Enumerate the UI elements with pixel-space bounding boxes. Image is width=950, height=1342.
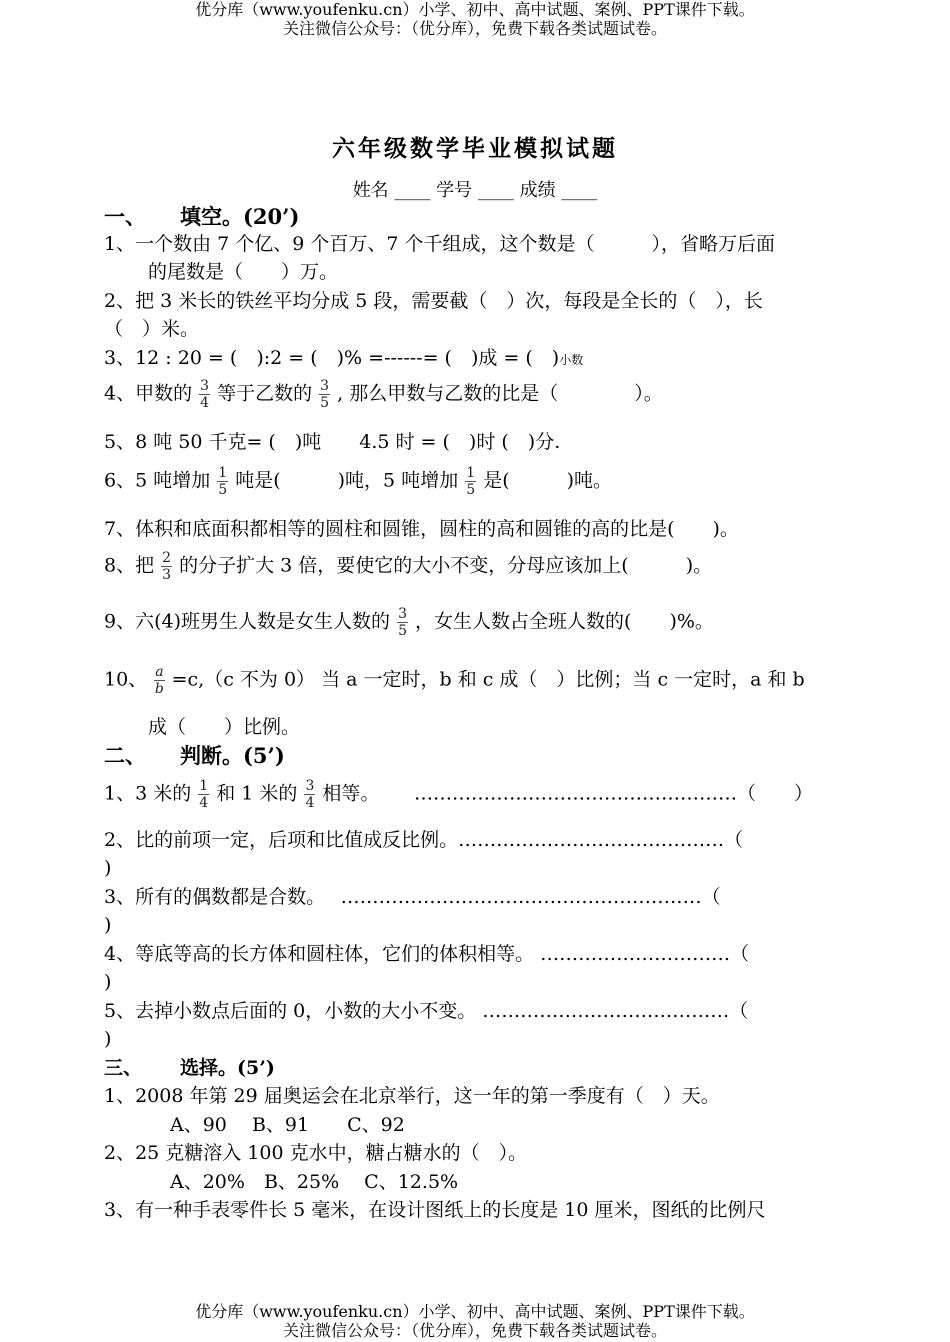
fraction-denominator: 4	[199, 795, 209, 811]
c3-line: 3、有一种手表零件长 5 毫米，在设计图纸上的长度是 10 厘米，图纸的比例尺	[104, 1199, 766, 1221]
q3-text: 3、12 : 20 = ( ):2 = ( )% =------= ( )成 = ( )	[104, 347, 560, 369]
fraction-numerator: 3	[305, 778, 315, 794]
q8-pre: 8、把	[104, 554, 155, 577]
q8-line	[104, 550, 712, 583]
fraction-denominator: 5	[218, 482, 228, 498]
section-2-number: 二、	[104, 743, 146, 768]
section-2-heading	[104, 741, 285, 771]
c1-line: 1、2008 年第 29 届奥运会在北京举行，这一年的第一季度有（ ）天。	[104, 1085, 720, 1107]
q4-line	[104, 378, 663, 411]
fraction-numerator: 3	[320, 378, 330, 394]
fraction-3-4	[199, 378, 210, 411]
section-1-heading	[104, 202, 299, 232]
fraction-denominator: 4	[305, 795, 315, 811]
fraction-3-4-j1	[304, 778, 315, 811]
q6-line	[104, 465, 612, 498]
q6-post: 是( )吨。	[483, 469, 613, 492]
fraction-denominator: 5	[398, 623, 407, 639]
fraction-numerator: 1	[218, 465, 228, 481]
header-line-2: 关注微信公众号：（优分库），免费下载各类试题试卷。	[282, 19, 667, 38]
section-3-title: 选择。(5’)	[180, 1057, 275, 1079]
j1-line	[104, 778, 813, 811]
j2-line-1: 2、比的前项一定，后项和比值成反比例。……………………………………（	[104, 829, 744, 851]
section-3-heading	[104, 1053, 275, 1083]
fraction-denominator: b	[154, 681, 164, 697]
q2-line-1: 2、把 3 米长的铁丝平均分成 5 段，需要截（ ）次，每段是全长的（ ），长	[104, 290, 763, 312]
fraction-1-5	[217, 465, 228, 498]
section-3-number: 三、	[104, 1057, 143, 1079]
j4-line-2: )	[104, 971, 112, 993]
footer-line-2: 关注微信公众号：（优分库），免费下载各类试题试卷。	[282, 1321, 667, 1340]
j2-line-2: )	[104, 857, 112, 879]
fraction-1-5-second	[465, 465, 476, 498]
fraction-3-5-q9	[397, 606, 408, 639]
q7-line: 7、体积和底面积都相等的圆柱和圆锥，圆柱的高和圆锥的高的比是( )。	[104, 518, 739, 540]
c2-line: 2、25 克糖溶入 100 克水中，糖占糖水的（ ）。	[104, 1142, 528, 1164]
q1-line-1: 1、一个数由 7 个亿、9 个百万、7 个千组成，这个数是（ ），省略万后面	[104, 233, 776, 255]
fraction-denominator: 3	[162, 567, 172, 583]
fraction-numerator: 1	[199, 778, 209, 794]
fraction-denominator: 5	[466, 482, 476, 498]
q3-line	[104, 344, 583, 374]
j3-line-2: )	[104, 914, 112, 936]
page-title: 六年级数学毕业模拟试题	[332, 135, 618, 162]
fraction-numerator: 3	[398, 606, 407, 622]
section-2-title: 判断。(5’)	[180, 743, 285, 768]
q5-line: 5、8 吨 50 千克= ( )吨 4.5 时 = ( )时 ( )分.	[104, 431, 561, 453]
q10-line-2: 成（ ）比例。	[148, 716, 301, 738]
j5-line-2: )	[104, 1028, 112, 1050]
q6-pre: 6、5 吨增加	[104, 469, 211, 492]
section-1-title: 填空。(20’)	[180, 204, 300, 229]
q10-post: =c,（c 不为 0） 当 a 一定时，b 和 c 成（ ）比例；当 c 一定时，a 和 b	[171, 668, 805, 691]
c2-options: A、20% B、25% C、12.5%	[170, 1171, 459, 1193]
fraction-a-b	[154, 664, 164, 697]
j4-line-1: 4、等底等高的长方体和圆柱体，它们的体积相等。 …………………………（	[104, 943, 750, 965]
fraction-numerator: 1	[466, 465, 476, 481]
fraction-2-3	[161, 550, 172, 583]
fraction-1-4	[198, 778, 209, 811]
section-1-number: 一、	[104, 204, 146, 229]
fraction-denominator: 5	[320, 395, 330, 411]
q6-mid: 吨是( )吨，5 吨增加	[235, 469, 459, 492]
fraction-numerator: 2	[162, 550, 172, 566]
header-line-1: 优分库（www.youfenku.cn）小学、初中、高中试题、案例、PPT课件下载。	[195, 0, 755, 19]
footer-line-1: 优分库（www.youfenku.cn）小学、初中、高中试题、案例、PPT课件下载。	[195, 1302, 755, 1321]
q4-post: , 那么甲数与乙数的比是（ ）。	[337, 382, 663, 405]
q1-line-2: 的尾数是（ ）万。	[148, 261, 339, 283]
j1-post: 相等。 ……………………………………………（ ）	[322, 782, 813, 805]
q4-pre: 4、甲数的	[104, 382, 193, 405]
j1-pre: 1、3 米的	[104, 782, 192, 805]
fraction-3-5	[319, 378, 330, 411]
q2-line-2: （ ）米。	[104, 318, 200, 340]
fraction-numerator: a	[155, 664, 164, 680]
fraction-numerator: 3	[200, 378, 210, 394]
fraction-denominator: 4	[200, 395, 210, 411]
q9-pre: 9、六(4)班男生人数是女生人数的	[104, 610, 391, 633]
q9-line	[104, 606, 714, 639]
j3-line-1: 3、所有的偶数都是合数。 …………………………………………………（	[104, 886, 721, 908]
j5-line-1: 5、去掉小数点后面的 0，小数的大小不变。 …………………………………（	[104, 1000, 749, 1022]
q3-small-label: 小数	[559, 353, 584, 367]
student-info: 姓名 ____ 学号 ____ 成绩 ____	[352, 180, 598, 201]
q4-mid: 等于乙数的	[217, 382, 313, 405]
j1-mid: 和 1 米的	[216, 782, 298, 805]
q9-post: ，女生人数占全班人数的( )%。	[415, 610, 714, 633]
c1-options: A、90 B、91 C、92	[170, 1114, 405, 1136]
q10-pre: 10、	[104, 668, 148, 691]
q10-line	[104, 664, 805, 697]
q8-post: 的分子扩大 3 倍，要使它的大小不变，分母应该加上( )。	[179, 554, 713, 577]
